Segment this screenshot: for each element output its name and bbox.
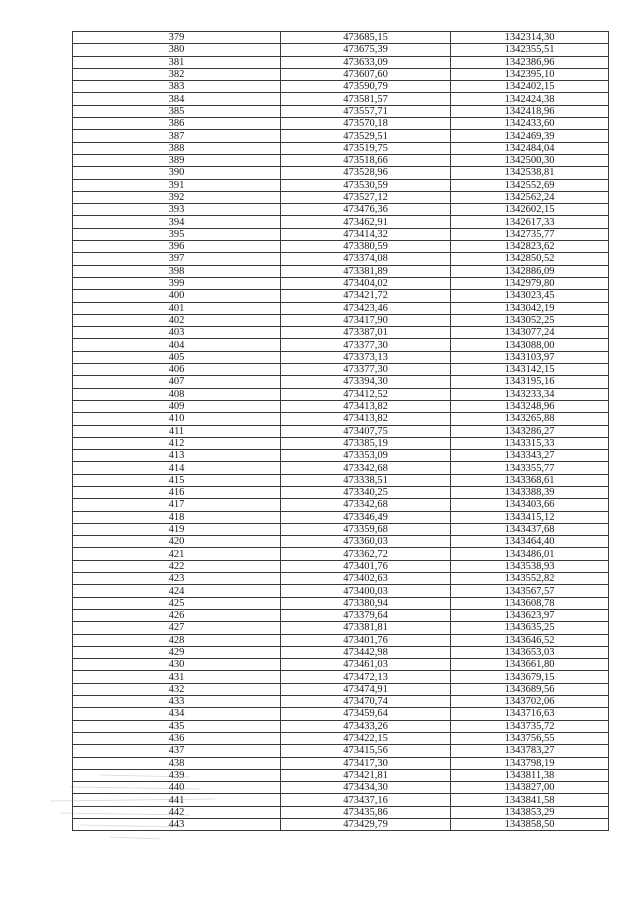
point-number-cell: 394 [73, 216, 281, 228]
table-row [73, 622, 609, 634]
y-coordinate-cell: 1343486,01 [451, 548, 609, 560]
table-row [73, 56, 609, 68]
x-coordinate-cell: 473413,82 [281, 413, 451, 425]
x-coordinate-cell: 473527,12 [281, 191, 451, 203]
point-number-cell: 405 [73, 351, 281, 363]
y-coordinate-cell: 1342602,15 [451, 204, 609, 216]
y-coordinate-cell: 1342886,09 [451, 265, 609, 277]
point-number-cell: 408 [73, 388, 281, 400]
point-number-cell: 382 [73, 68, 281, 80]
point-number-cell: 435 [73, 720, 281, 732]
table-row [73, 425, 609, 437]
y-coordinate-cell: 1343538,93 [451, 560, 609, 572]
table-row [73, 216, 609, 228]
x-coordinate-cell: 473417,90 [281, 314, 451, 326]
x-coordinate-cell: 473422,15 [281, 732, 451, 744]
y-coordinate-cell: 1342433,60 [451, 118, 609, 130]
y-coordinate-cell: 1343142,15 [451, 364, 609, 376]
point-number-cell: 437 [73, 745, 281, 757]
x-coordinate-cell: 473518,66 [281, 154, 451, 166]
point-number-cell: 381 [73, 56, 281, 68]
table-row [73, 462, 609, 474]
y-coordinate-cell: 1343811,38 [451, 769, 609, 781]
point-number-cell: 438 [73, 757, 281, 769]
table-row [73, 118, 609, 130]
table-row [73, 364, 609, 376]
point-number-cell: 395 [73, 228, 281, 240]
point-number-cell: 441 [73, 794, 281, 806]
y-coordinate-cell: 1343437,68 [451, 523, 609, 535]
table-row [73, 486, 609, 498]
table-row [73, 204, 609, 216]
x-coordinate-cell: 473581,57 [281, 93, 451, 105]
y-coordinate-cell: 1342552,69 [451, 179, 609, 191]
y-coordinate-cell: 1343248,96 [451, 400, 609, 412]
x-coordinate-cell: 473417,30 [281, 757, 451, 769]
point-number-cell: 433 [73, 696, 281, 708]
y-coordinate-cell: 1342484,04 [451, 142, 609, 154]
table-row [73, 154, 609, 166]
y-coordinate-cell: 1343077,24 [451, 327, 609, 339]
x-coordinate-cell: 473380,59 [281, 241, 451, 253]
y-coordinate-cell: 1343756,55 [451, 732, 609, 744]
y-coordinate-cell: 1343464,40 [451, 536, 609, 548]
x-coordinate-cell: 473346,49 [281, 511, 451, 523]
point-number-cell: 413 [73, 450, 281, 462]
x-coordinate-cell: 473675,39 [281, 44, 451, 56]
point-number-cell: 430 [73, 659, 281, 671]
y-coordinate-cell: 1342395,10 [451, 68, 609, 80]
x-coordinate-cell: 473402,63 [281, 573, 451, 585]
x-coordinate-cell: 473474,91 [281, 683, 451, 695]
x-coordinate-cell: 473461,03 [281, 659, 451, 671]
x-coordinate-cell: 473377,30 [281, 364, 451, 376]
point-number-cell: 410 [73, 413, 281, 425]
x-coordinate-cell: 473685,15 [281, 32, 451, 44]
x-coordinate-cell: 473401,76 [281, 634, 451, 646]
x-coordinate-cell: 473377,30 [281, 339, 451, 351]
point-number-cell: 440 [73, 782, 281, 794]
y-coordinate-cell: 1342402,15 [451, 81, 609, 93]
table-row [73, 68, 609, 80]
y-coordinate-cell: 1343623,97 [451, 609, 609, 621]
x-coordinate-cell: 473442,98 [281, 646, 451, 658]
table-row [73, 179, 609, 191]
point-number-cell: 384 [73, 93, 281, 105]
table-row [73, 597, 609, 609]
point-number-cell: 412 [73, 437, 281, 449]
x-coordinate-cell: 473412,52 [281, 388, 451, 400]
table-row [73, 609, 609, 621]
table-row [73, 523, 609, 535]
x-coordinate-cell: 473413,82 [281, 400, 451, 412]
point-number-cell: 393 [73, 204, 281, 216]
y-coordinate-cell: 1342418,96 [451, 105, 609, 117]
x-coordinate-cell: 473421,81 [281, 769, 451, 781]
point-number-cell: 403 [73, 327, 281, 339]
table-row [73, 376, 609, 388]
y-coordinate-cell: 1343088,00 [451, 339, 609, 351]
y-coordinate-cell: 1343023,45 [451, 290, 609, 302]
point-number-cell: 431 [73, 671, 281, 683]
point-number-cell: 418 [73, 511, 281, 523]
table-row [73, 745, 609, 757]
point-number-cell: 387 [73, 130, 281, 142]
x-coordinate-cell: 473394,30 [281, 376, 451, 388]
point-number-cell: 414 [73, 462, 281, 474]
y-coordinate-cell: 1342823,62 [451, 241, 609, 253]
table-row [73, 671, 609, 683]
table-row [73, 351, 609, 363]
y-coordinate-cell: 1342735,77 [451, 228, 609, 240]
table-row [73, 720, 609, 732]
y-coordinate-cell: 1343052,25 [451, 314, 609, 326]
point-number-cell: 390 [73, 167, 281, 179]
table-row [73, 105, 609, 117]
table-row [73, 683, 609, 695]
x-coordinate-cell: 473435,86 [281, 806, 451, 818]
table-row [73, 302, 609, 314]
table-row [73, 560, 609, 572]
table-row [73, 732, 609, 744]
table-row [73, 93, 609, 105]
table-row [73, 277, 609, 289]
x-coordinate-cell: 473385,19 [281, 437, 451, 449]
table-row [73, 400, 609, 412]
y-coordinate-cell: 1343265,88 [451, 413, 609, 425]
table-row [73, 585, 609, 597]
table-row [73, 32, 609, 44]
x-coordinate-cell: 473633,09 [281, 56, 451, 68]
table-row [73, 44, 609, 56]
x-coordinate-cell: 473437,16 [281, 794, 451, 806]
x-coordinate-cell: 473380,94 [281, 597, 451, 609]
y-coordinate-cell: 1343042,19 [451, 302, 609, 314]
x-coordinate-cell: 473381,81 [281, 622, 451, 634]
x-coordinate-cell: 473359,68 [281, 523, 451, 535]
y-coordinate-cell: 1343858,50 [451, 819, 609, 831]
point-number-cell: 442 [73, 806, 281, 818]
point-number-cell: 409 [73, 400, 281, 412]
table-row [73, 474, 609, 486]
table-row [73, 253, 609, 265]
y-coordinate-cell: 1343368,61 [451, 474, 609, 486]
x-coordinate-cell: 473401,76 [281, 560, 451, 572]
table-row [73, 646, 609, 658]
table-row [73, 241, 609, 253]
x-coordinate-cell: 473590,79 [281, 81, 451, 93]
point-number-cell: 402 [73, 314, 281, 326]
table-row [73, 290, 609, 302]
point-number-cell: 379 [73, 32, 281, 44]
point-number-cell: 436 [73, 732, 281, 744]
x-coordinate-cell: 473400,03 [281, 585, 451, 597]
table-row [73, 708, 609, 720]
table-row [73, 167, 609, 179]
point-number-cell: 443 [73, 819, 281, 831]
y-coordinate-cell: 1343103,97 [451, 351, 609, 363]
x-coordinate-cell: 473528,96 [281, 167, 451, 179]
y-coordinate-cell: 1343315,33 [451, 437, 609, 449]
x-coordinate-cell: 473434,30 [281, 782, 451, 794]
y-coordinate-cell: 1343415,12 [451, 511, 609, 523]
table-row [73, 228, 609, 240]
y-coordinate-cell: 1342562,24 [451, 191, 609, 203]
point-number-cell: 423 [73, 573, 281, 585]
point-number-cell: 397 [73, 253, 281, 265]
table-row [73, 265, 609, 277]
y-coordinate-cell: 1342424,38 [451, 93, 609, 105]
y-coordinate-cell: 1343661,80 [451, 659, 609, 671]
y-coordinate-cell: 1343783,27 [451, 745, 609, 757]
x-coordinate-cell: 473462,91 [281, 216, 451, 228]
point-number-cell: 401 [73, 302, 281, 314]
x-coordinate-cell: 473472,13 [281, 671, 451, 683]
x-coordinate-cell: 473353,09 [281, 450, 451, 462]
point-number-cell: 415 [73, 474, 281, 486]
y-coordinate-cell: 1343567,57 [451, 585, 609, 597]
x-coordinate-cell: 473387,01 [281, 327, 451, 339]
x-coordinate-cell: 473379,64 [281, 609, 451, 621]
x-coordinate-cell: 473342,68 [281, 462, 451, 474]
y-coordinate-cell: 1342617,33 [451, 216, 609, 228]
point-number-cell: 417 [73, 499, 281, 511]
y-coordinate-cell: 1343702,06 [451, 696, 609, 708]
point-number-cell: 396 [73, 241, 281, 253]
y-coordinate-cell: 1342314,30 [451, 32, 609, 44]
x-coordinate-cell: 473404,02 [281, 277, 451, 289]
table-row [73, 413, 609, 425]
x-coordinate-cell: 473374,08 [281, 253, 451, 265]
point-number-cell: 425 [73, 597, 281, 609]
x-coordinate-cell: 473459,64 [281, 708, 451, 720]
y-coordinate-cell: 1343653,03 [451, 646, 609, 658]
y-coordinate-cell: 1343689,56 [451, 683, 609, 695]
table-row [73, 806, 609, 818]
point-number-cell: 392 [73, 191, 281, 203]
y-coordinate-cell: 1343286,27 [451, 425, 609, 437]
y-coordinate-cell: 1343195,16 [451, 376, 609, 388]
y-coordinate-cell: 1343853,29 [451, 806, 609, 818]
y-coordinate-cell: 1342355,51 [451, 44, 609, 56]
y-coordinate-cell: 1342500,30 [451, 154, 609, 166]
y-coordinate-cell: 1343552,82 [451, 573, 609, 585]
x-coordinate-cell: 473476,36 [281, 204, 451, 216]
table-row [73, 130, 609, 142]
point-number-cell: 434 [73, 708, 281, 720]
x-coordinate-cell: 473360,03 [281, 536, 451, 548]
coordinates-table [72, 31, 609, 831]
point-number-cell: 411 [73, 425, 281, 437]
point-number-cell: 427 [73, 622, 281, 634]
y-coordinate-cell: 1343716,63 [451, 708, 609, 720]
point-number-cell: 386 [73, 118, 281, 130]
point-number-cell: 380 [73, 44, 281, 56]
table-row [73, 142, 609, 154]
table-row [73, 450, 609, 462]
y-coordinate-cell: 1342538,81 [451, 167, 609, 179]
y-coordinate-cell: 1343233,34 [451, 388, 609, 400]
y-coordinate-cell: 1343827,00 [451, 782, 609, 794]
x-coordinate-cell: 473519,75 [281, 142, 451, 154]
y-coordinate-cell: 1342850,52 [451, 253, 609, 265]
x-coordinate-cell: 473381,89 [281, 265, 451, 277]
point-number-cell: 422 [73, 560, 281, 572]
y-coordinate-cell: 1343635,25 [451, 622, 609, 634]
table-row [73, 634, 609, 646]
y-coordinate-cell: 1343343,27 [451, 450, 609, 462]
table-row [73, 573, 609, 585]
y-coordinate-cell: 1343388,39 [451, 486, 609, 498]
point-number-cell: 406 [73, 364, 281, 376]
table-row [73, 388, 609, 400]
x-coordinate-cell: 473433,26 [281, 720, 451, 732]
table-row [73, 191, 609, 203]
point-number-cell: 399 [73, 277, 281, 289]
point-number-cell: 398 [73, 265, 281, 277]
y-coordinate-cell: 1343841,58 [451, 794, 609, 806]
table-row [73, 499, 609, 511]
point-number-cell: 407 [73, 376, 281, 388]
x-coordinate-cell: 473414,32 [281, 228, 451, 240]
x-coordinate-cell: 473338,51 [281, 474, 451, 486]
point-number-cell: 383 [73, 81, 281, 93]
table-row [73, 314, 609, 326]
table-row [73, 536, 609, 548]
x-coordinate-cell: 473342,68 [281, 499, 451, 511]
x-coordinate-cell: 473407,75 [281, 425, 451, 437]
table-row [73, 548, 609, 560]
table-row [73, 327, 609, 339]
table-row [73, 81, 609, 93]
table-row [73, 769, 609, 781]
x-coordinate-cell: 473529,51 [281, 130, 451, 142]
x-coordinate-cell: 473362,72 [281, 548, 451, 560]
y-coordinate-cell: 1343403,66 [451, 499, 609, 511]
y-coordinate-cell: 1343355,77 [451, 462, 609, 474]
y-coordinate-cell: 1342386,96 [451, 56, 609, 68]
coordinates-table-body [73, 32, 609, 831]
y-coordinate-cell: 1342979,80 [451, 277, 609, 289]
table-row [73, 659, 609, 671]
y-coordinate-cell: 1343646,52 [451, 634, 609, 646]
point-number-cell: 426 [73, 609, 281, 621]
x-coordinate-cell: 473530,59 [281, 179, 451, 191]
point-number-cell: 439 [73, 769, 281, 781]
point-number-cell: 424 [73, 585, 281, 597]
y-coordinate-cell: 1343798,19 [451, 757, 609, 769]
x-coordinate-cell: 473373,13 [281, 351, 451, 363]
point-number-cell: 388 [73, 142, 281, 154]
table-row [73, 437, 609, 449]
point-number-cell: 419 [73, 523, 281, 535]
point-number-cell: 404 [73, 339, 281, 351]
x-coordinate-cell: 473423,46 [281, 302, 451, 314]
point-number-cell: 428 [73, 634, 281, 646]
point-number-cell: 416 [73, 486, 281, 498]
point-number-cell: 400 [73, 290, 281, 302]
point-number-cell: 420 [73, 536, 281, 548]
table-row [73, 794, 609, 806]
x-coordinate-cell: 473570,18 [281, 118, 451, 130]
x-coordinate-cell: 473607,60 [281, 68, 451, 80]
y-coordinate-cell: 1343679,15 [451, 671, 609, 683]
x-coordinate-cell: 473340,25 [281, 486, 451, 498]
table-row [73, 782, 609, 794]
x-coordinate-cell: 473470,74 [281, 696, 451, 708]
x-coordinate-cell: 473421,72 [281, 290, 451, 302]
y-coordinate-cell: 1343608,78 [451, 597, 609, 609]
point-number-cell: 391 [73, 179, 281, 191]
point-number-cell: 389 [73, 154, 281, 166]
x-coordinate-cell: 473429,79 [281, 819, 451, 831]
y-coordinate-cell: 1343735,72 [451, 720, 609, 732]
point-number-cell: 421 [73, 548, 281, 560]
table-row [73, 511, 609, 523]
point-number-cell: 432 [73, 683, 281, 695]
table-row [73, 696, 609, 708]
point-number-cell: 429 [73, 646, 281, 658]
y-coordinate-cell: 1342469,39 [451, 130, 609, 142]
table-row [73, 757, 609, 769]
x-coordinate-cell: 473415,56 [281, 745, 451, 757]
table-row [73, 819, 609, 831]
point-number-cell: 385 [73, 105, 281, 117]
table-row [73, 339, 609, 351]
x-coordinate-cell: 473557,71 [281, 105, 451, 117]
